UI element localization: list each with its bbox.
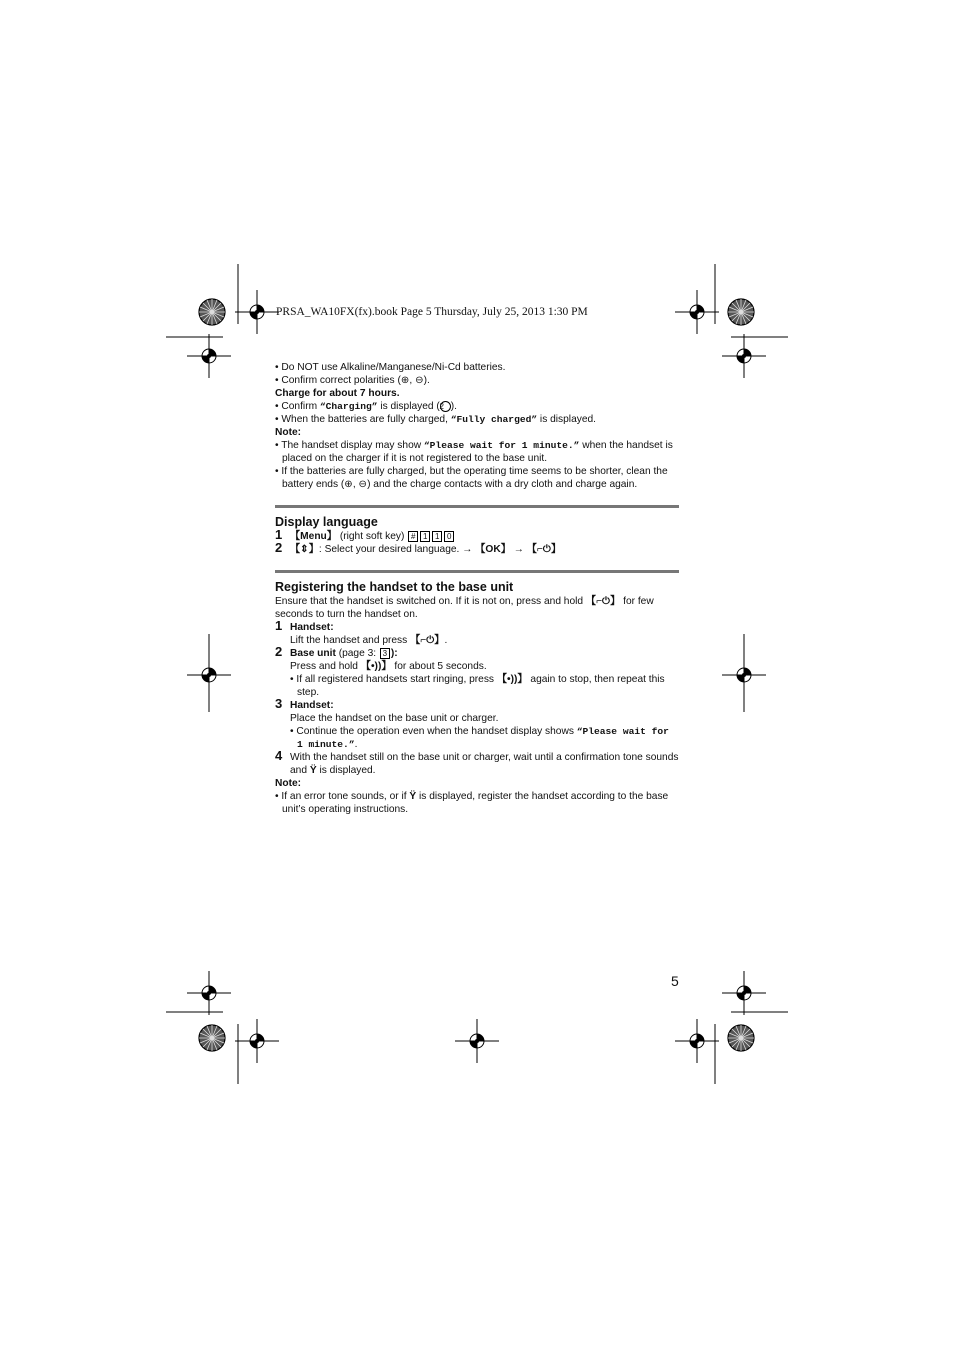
register-note: • If an error tone sounds, or if Ÿ is displayed, register the handset according to the base unit’s operating instructions. — [275, 791, 669, 815]
register-step-2: 2 Base unit (page 3: 3 ): Press and hold 【•))】 for about 5 seconds. • If all registered handsets start ringing, press 【•))】 again to stop, then repeat this step. — [275, 644, 665, 698]
charge-bullet-2: • When the batteries are fully charged, “Fully charged” is displayed. — [275, 414, 596, 425]
section-divider — [275, 505, 679, 508]
minus-icon: ⊖ — [358, 479, 368, 490]
off-key-icon: 【⌐⏻】 — [585, 596, 621, 607]
key-1: 1 — [432, 531, 442, 542]
key-hash: # — [408, 531, 418, 542]
page-ref-3: 3 — [380, 648, 390, 659]
plus-icon: ⊕ — [344, 479, 353, 490]
key-1: 1 — [420, 531, 430, 542]
register-title: Registering the handset to the base unit — [275, 580, 514, 594]
menu-key: 【Menu】 — [290, 531, 337, 542]
off-key-icon: 【⌐⏻】 — [526, 544, 562, 555]
display-language-title: Display language — [275, 515, 378, 529]
page-content — [275, 361, 679, 816]
battery-note-1: • The handset display may show “Please wait for 1 minute.” when the handset is placed on the charger if it is not registered to the base unit. — [275, 440, 673, 464]
register-intro: Ensure that the handset is switched on. If it is not on, press and hold 【⌐⏻】 for few seconds to turn the handset on. — [275, 596, 654, 620]
charge-bullet-1: • Confirm “Charging” is displayed (2 ). — [275, 401, 458, 412]
plus-icon: ⊕ — [400, 375, 410, 386]
section-divider — [275, 570, 679, 573]
locator-key-icon: 【•))】 — [496, 674, 528, 685]
battery-note-label: Note: — [275, 427, 302, 438]
circled-2: 2 — [440, 401, 451, 412]
battery-bullet-1: • Do NOT use Alkaline/Manganese/Ni-Cd batteries. — [275, 362, 506, 373]
battery-bullet-2: • Confirm correct polarities (⊕, ⊖). — [275, 375, 430, 386]
page-number: 5 — [671, 973, 679, 989]
locator-key-icon: 【•))】 — [360, 661, 392, 672]
ok-key: 【OK】 — [475, 544, 511, 555]
key-0: 0 — [444, 531, 454, 542]
display-language-step-1: 1 【Menu】 (right soft key) # 1 1 0 — [275, 530, 679, 543]
register-note-label: Note: — [275, 778, 302, 789]
antenna-icon: Ÿ — [409, 791, 417, 802]
antenna-icon: Ÿ — [309, 765, 317, 776]
off-key-icon: 【⌐⏻】 — [410, 635, 445, 646]
register-step-4: 4 With the handset still on the base unit or charger, wait until a confirmation tone sounds and Ÿ is displayed. — [275, 748, 679, 776]
nav-key-icon: 【⇕】 — [290, 544, 319, 555]
minus-icon: ⊖ — [415, 375, 424, 386]
display-language-step-2: 2 【⇕】: Select your desired language. → 【OK】 → 【⌐⏻】 — [275, 540, 562, 555]
book-header: PRSA_WA10FX(fx).book Page 5 Thursday, July 25, 2013 1:30 PM — [276, 306, 588, 318]
register-step-1: 1 Handset: Lift the handset and press 【⌐⏻】. — [275, 618, 448, 646]
charge-heading: Charge for about 7 hours. — [275, 388, 400, 399]
register-step-3: 3 Handset: Place the handset on the base unit or charger. • Continue the operation even when the handset display shows “Please wait for 1 minute.”. — [275, 696, 669, 750]
battery-note-2: • If the batteries are fully charged, but the operating time seems to be shorter, clean the battery ends (⊕, ⊖) and the charge contacts with a dry cloth and charge again. — [275, 466, 668, 490]
